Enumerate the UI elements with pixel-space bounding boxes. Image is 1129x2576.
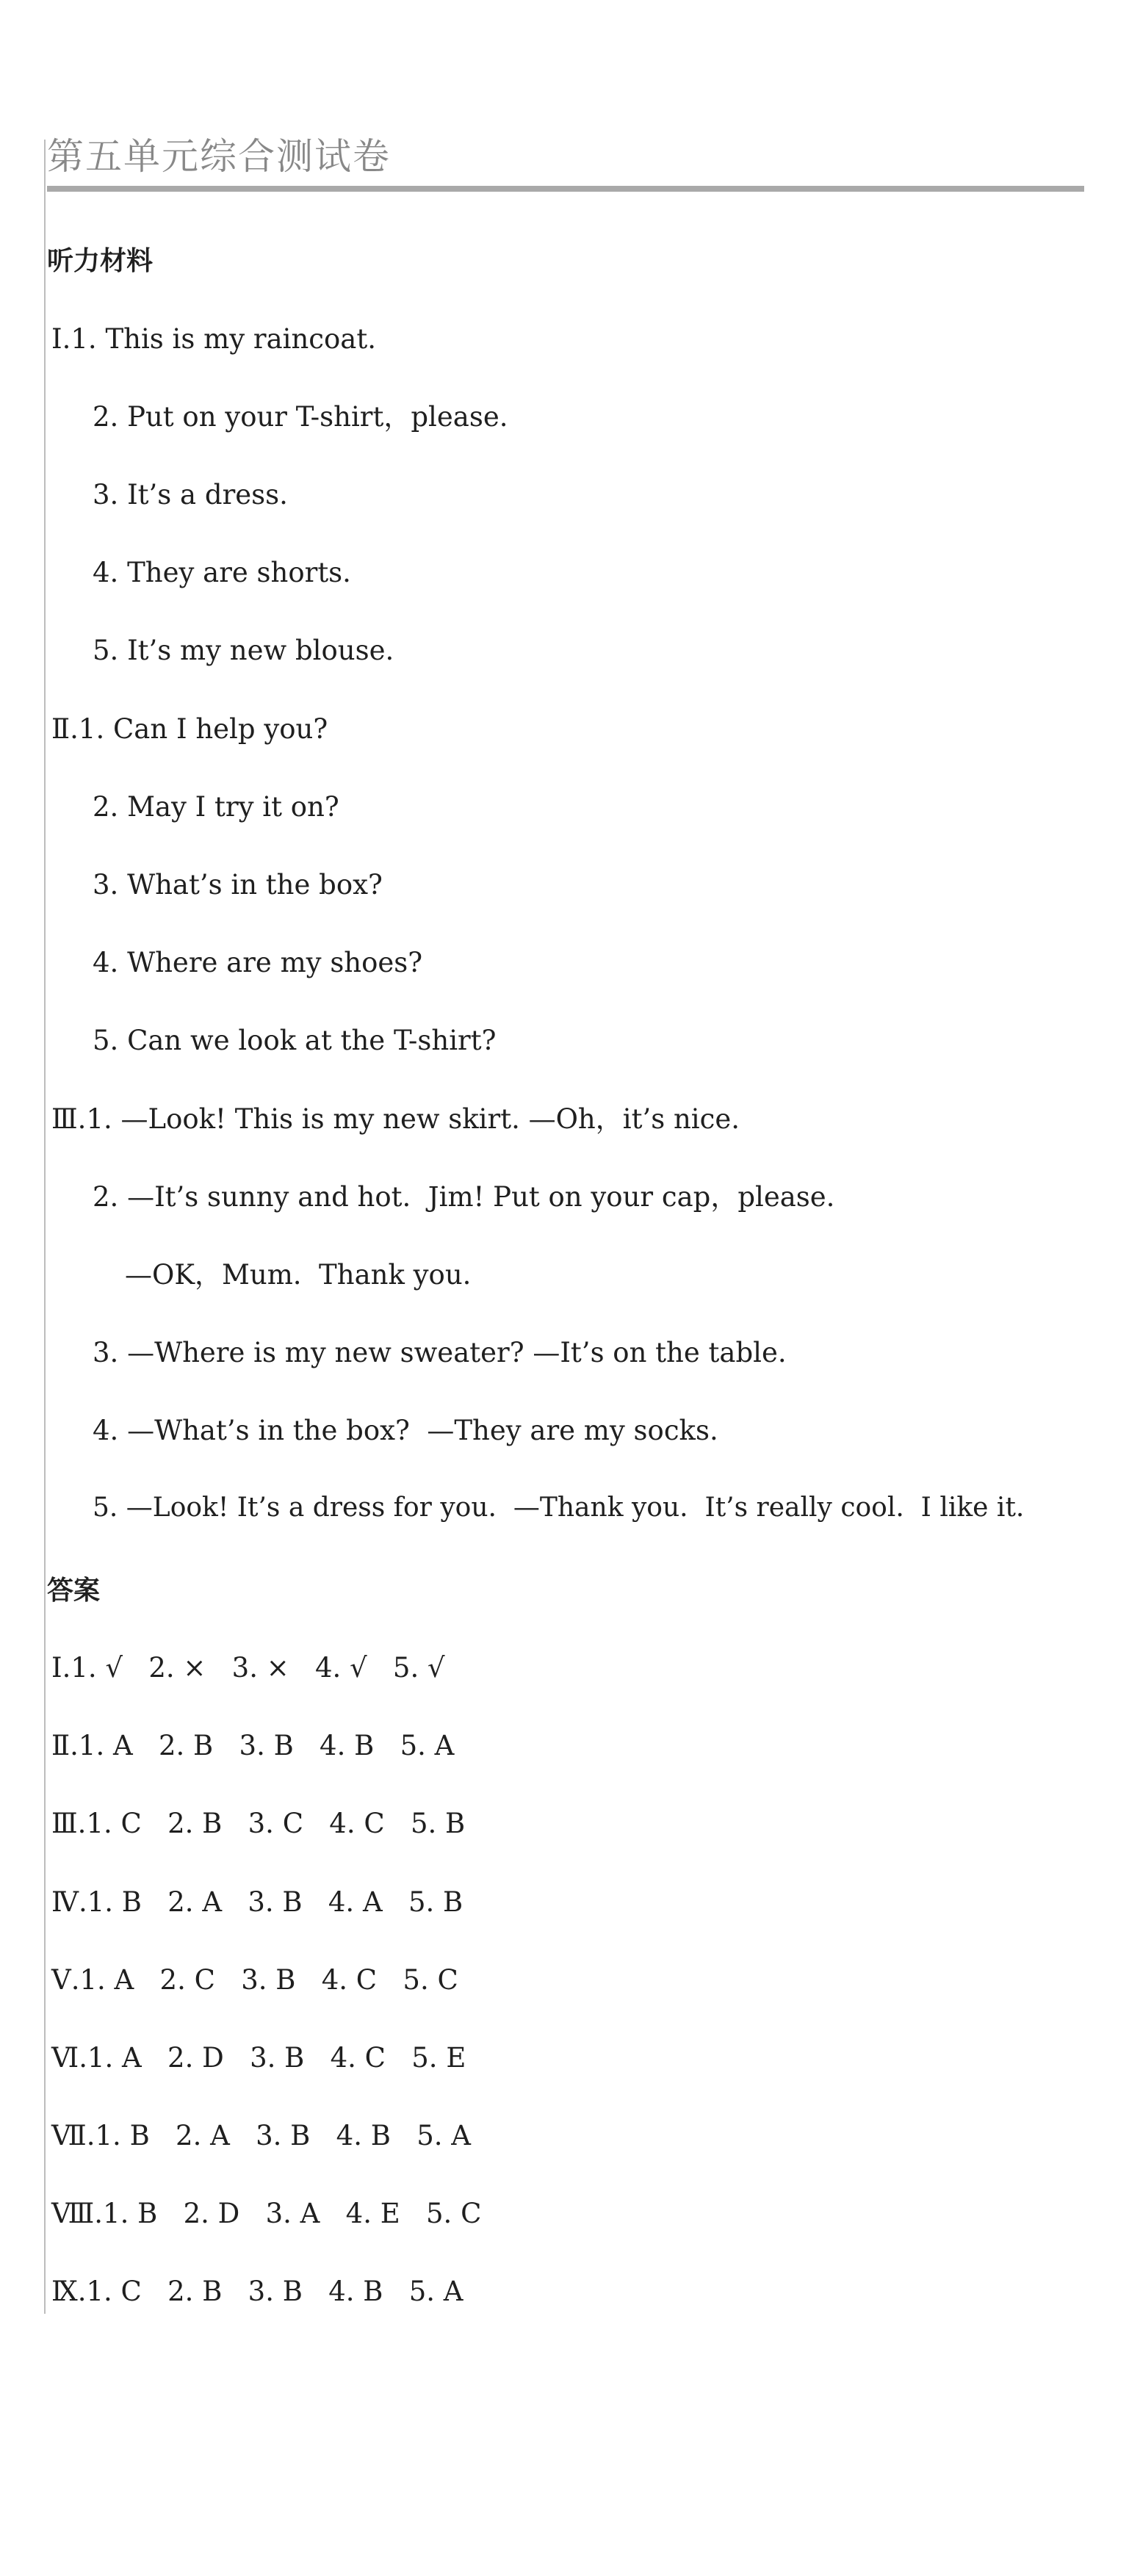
answer-row [51, 1888, 463, 1916]
listening-line: 5. —Look! It’s a dress for you. —Thank you. It’s really cool. I like it. [93, 1493, 1025, 1523]
left-margin-rule [44, 140, 46, 2314]
section-numeral: Ⅷ. [51, 2198, 104, 2229]
listening-line: 2. Put on your T-shirt，please. [93, 401, 508, 433]
line-text: 1. This is my raincoat. [71, 323, 376, 355]
listening-line [51, 325, 376, 353]
section-numeral: Ⅵ. [51, 2042, 87, 2074]
listening-line: 3. It’s a dress. [93, 479, 288, 510]
answer-row [51, 2042, 466, 2074]
answer-row [51, 1652, 445, 1684]
section-numeral: Ⅲ. [51, 1808, 87, 1839]
line-text: 1. Can I help you? [78, 713, 328, 745]
answer-text: 1. A 2. C 3. B 4. C 5. C [79, 1964, 458, 1996]
listening-line: 2. May I try it on? [93, 791, 339, 823]
answer-text: 1. B 2. A 3. B 4. A 5. B [87, 1886, 463, 1918]
answer-text: 1. A 2. D 3. B 4. C 5. E [87, 2042, 466, 2074]
section-numeral: Ⅱ. [51, 1730, 79, 1761]
section-numeral: Ⅰ. [51, 323, 71, 355]
listening-line: 3. What’s in the box? [93, 869, 383, 901]
answer-row [51, 1732, 454, 1759]
answer-row [51, 1966, 458, 1994]
answer-text: 1. B 2. A 3. B 4. B 5. A [95, 2120, 471, 2151]
listening-line: 4. —What’s in the box? —They are my socks. [93, 1415, 718, 1446]
answer-row [51, 1810, 465, 1837]
listening-line [51, 715, 328, 743]
listening-line: 5. Can we look at the T-shirt? [93, 1025, 497, 1056]
listening-heading: 听力材料 [47, 246, 154, 276]
section-numeral: Ⅴ. [51, 1964, 80, 1996]
listening-line: 3. —Where is my new sweater? —It’s on the table. [93, 1337, 787, 1368]
answer-text: 1. B 2. D 3. A 4. E 5. C [103, 2198, 482, 2229]
answer-row [51, 2122, 471, 2149]
answer-text: 1. √ 2. × 3. × 4. √ 5. √ [71, 1652, 445, 1684]
line-text: 1. —Look! This is my new skirt. —Oh，it’s nice. [86, 1103, 740, 1135]
section-numeral: Ⅱ. [51, 713, 79, 745]
listening-line [51, 1105, 740, 1133]
section-numeral: Ⅸ. [51, 2276, 87, 2307]
section-numeral: Ⅰ. [51, 1652, 71, 1684]
listening-line: 4. Where are my shoes? [93, 947, 423, 978]
listening-line: —OK，Mum. Thank you. [125, 1259, 472, 1291]
answer-text: 1. A 2. B 3. B 4. B 5. A [78, 1730, 455, 1761]
section-numeral: Ⅶ. [51, 2120, 95, 2151]
title-underline [47, 186, 1084, 192]
answer-row [51, 2278, 463, 2305]
page-title: 第五单元综合测试卷 [47, 135, 391, 178]
section-numeral: Ⅳ. [51, 1886, 87, 1918]
listening-line: 4. They are shorts. [93, 557, 351, 588]
answer-text: 1. C 2. B 3. C 4. C 5. B [86, 1808, 466, 1839]
listening-line: 2. —It’s sunny and hot. Jim! Put on your cap，please. [93, 1181, 835, 1213]
answers-heading: 答案 [47, 1576, 101, 1606]
answer-text: 1. C 2. B 3. B 4. B 5. A [86, 2276, 463, 2307]
listening-line: 5. It’s my new blouse. [93, 635, 394, 666]
section-numeral: Ⅲ. [51, 1103, 87, 1135]
answer-row [51, 2200, 481, 2227]
